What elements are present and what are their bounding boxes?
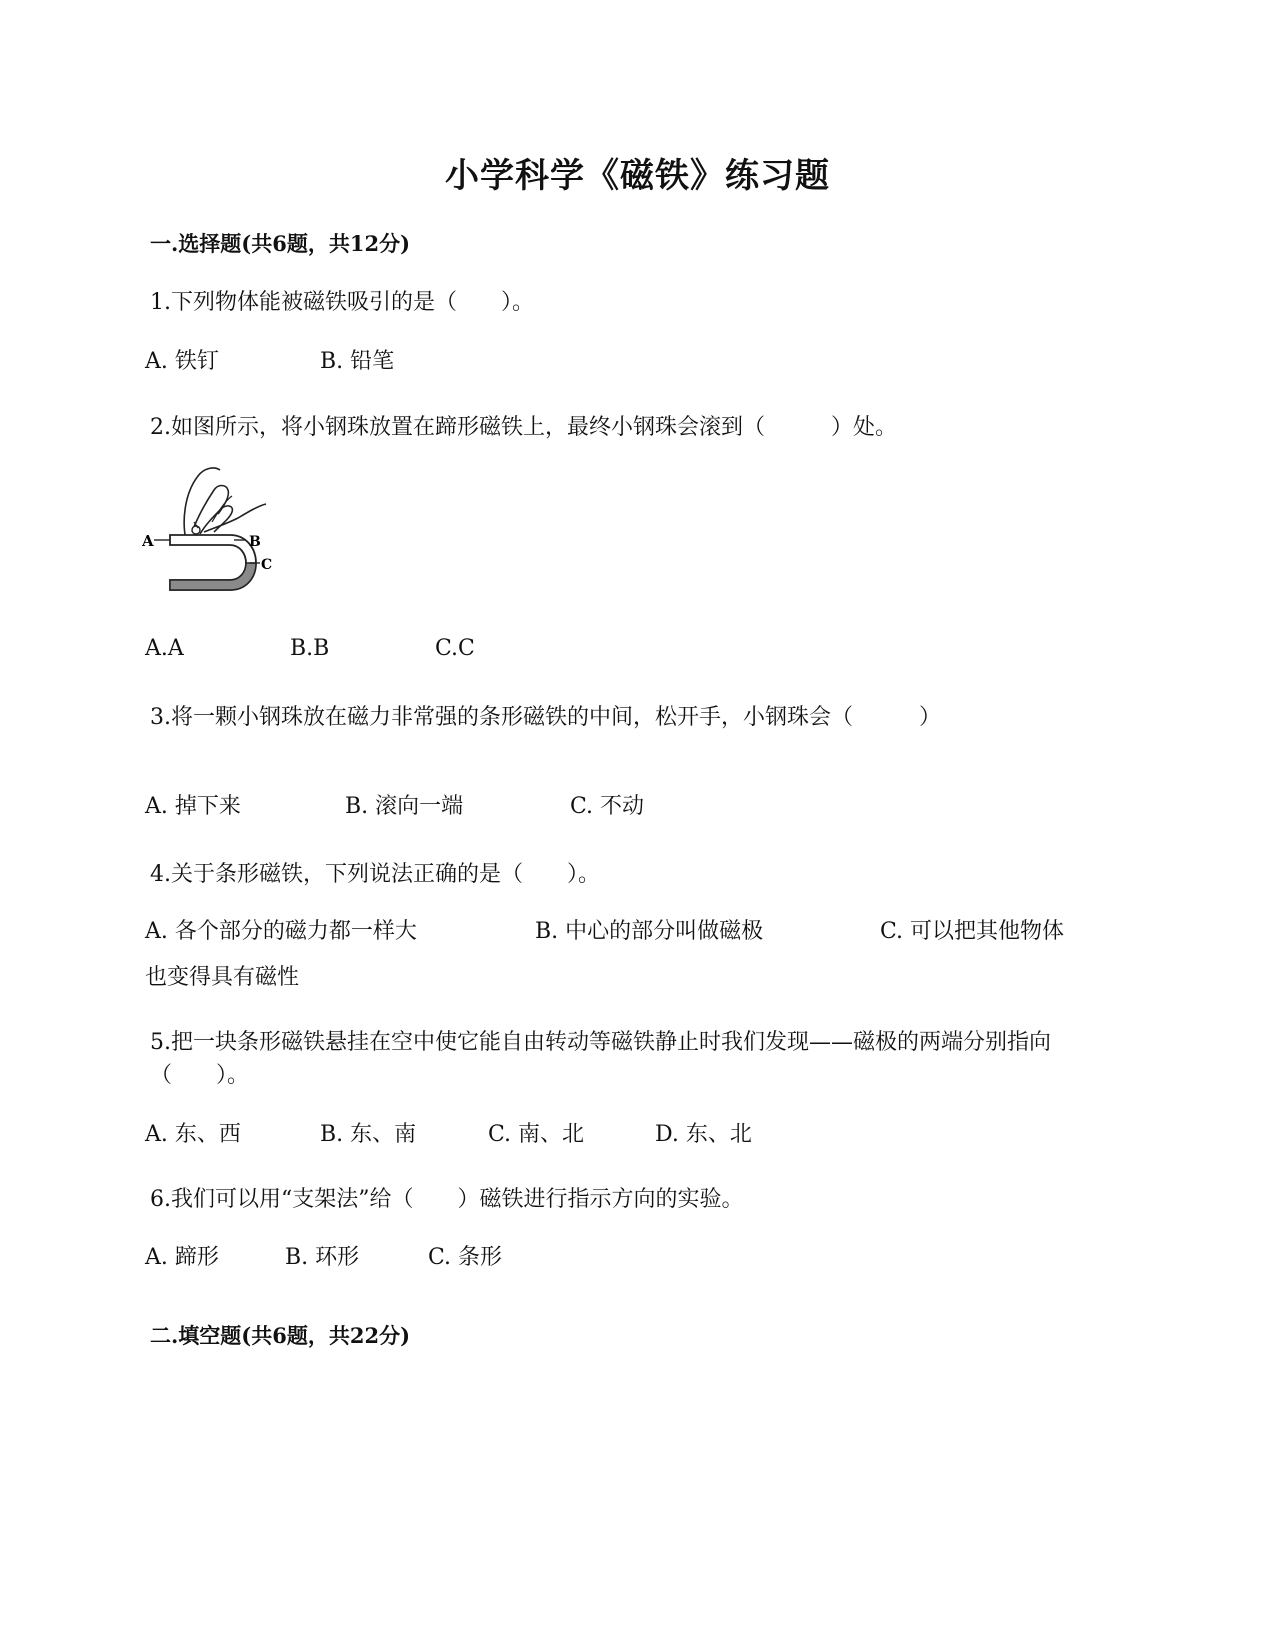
q1-option-b: B. 铅笔 bbox=[320, 349, 395, 374]
q4-option-a: A. 各个部分的磁力都一样大 bbox=[145, 919, 417, 944]
figure-label-c: C bbox=[261, 557, 273, 573]
q6-option-c: C. 条形 bbox=[428, 1245, 503, 1270]
q3-option-a: A. 掉下来 bbox=[145, 794, 241, 819]
q4-option-c: C. 可以把其他物体 bbox=[880, 919, 1065, 944]
q5-option-b: B. 东、南 bbox=[320, 1122, 417, 1147]
q2-option-a: A.A bbox=[145, 636, 184, 661]
question-6: 6.我们可以用“支架法”给（ ）磁铁进行指示方向的实验。 bbox=[150, 1187, 744, 1212]
q2-option-b: B.B bbox=[290, 636, 330, 661]
question-5: 5.把一块条形磁铁悬挂在空中使它能自由转动等磁铁静止时我们发现——磁极的两端分别指向（ ）。 bbox=[150, 1030, 1051, 1088]
q5-option-a: A. 东、西 bbox=[145, 1122, 241, 1147]
question-3: 3.将一颗小钢珠放在磁力非常强的条形磁铁的中间，松开手，小钢珠会（ ） bbox=[150, 705, 941, 730]
question-4: 4.关于条形磁铁，下列说法正确的是（ ）。 bbox=[150, 862, 600, 887]
horseshoe-magnet-figure bbox=[142, 462, 292, 622]
q2-option-c: C.C bbox=[435, 636, 475, 661]
question-2: 2.如图所示，将小钢珠放置在蹄形磁铁上，最终小钢珠会滚到（ ）处。 bbox=[150, 415, 897, 440]
q5-option-d: D. 东、北 bbox=[655, 1122, 752, 1147]
q3-option-c: C. 不动 bbox=[570, 794, 645, 819]
q4-option-b: B. 中心的部分叫做磁极 bbox=[535, 919, 764, 944]
q4-option-c-continuation: 也变得具有磁性 bbox=[145, 965, 300, 990]
figure-label-a: A bbox=[142, 532, 154, 550]
page-title: 小学科学《磁铁》练习题 bbox=[445, 156, 830, 196]
q6-option-b: B. 环形 bbox=[285, 1245, 360, 1270]
q5-option-c: C. 南、北 bbox=[488, 1122, 585, 1147]
q6-option-a: A. 蹄形 bbox=[145, 1245, 219, 1270]
q1-option-a: A. 铁钉 bbox=[145, 349, 219, 374]
question-1: 1.下列物体能被磁铁吸引的是（ ）。 bbox=[150, 290, 534, 315]
q3-option-b: B. 滚向一端 bbox=[345, 794, 464, 819]
section-heading-choice: 一.选择题(共6题，共12分) bbox=[150, 231, 411, 256]
figure-label-b: B bbox=[249, 534, 261, 550]
section-heading-fill-in: 二.填空题(共6题，共22分) bbox=[150, 1323, 411, 1348]
